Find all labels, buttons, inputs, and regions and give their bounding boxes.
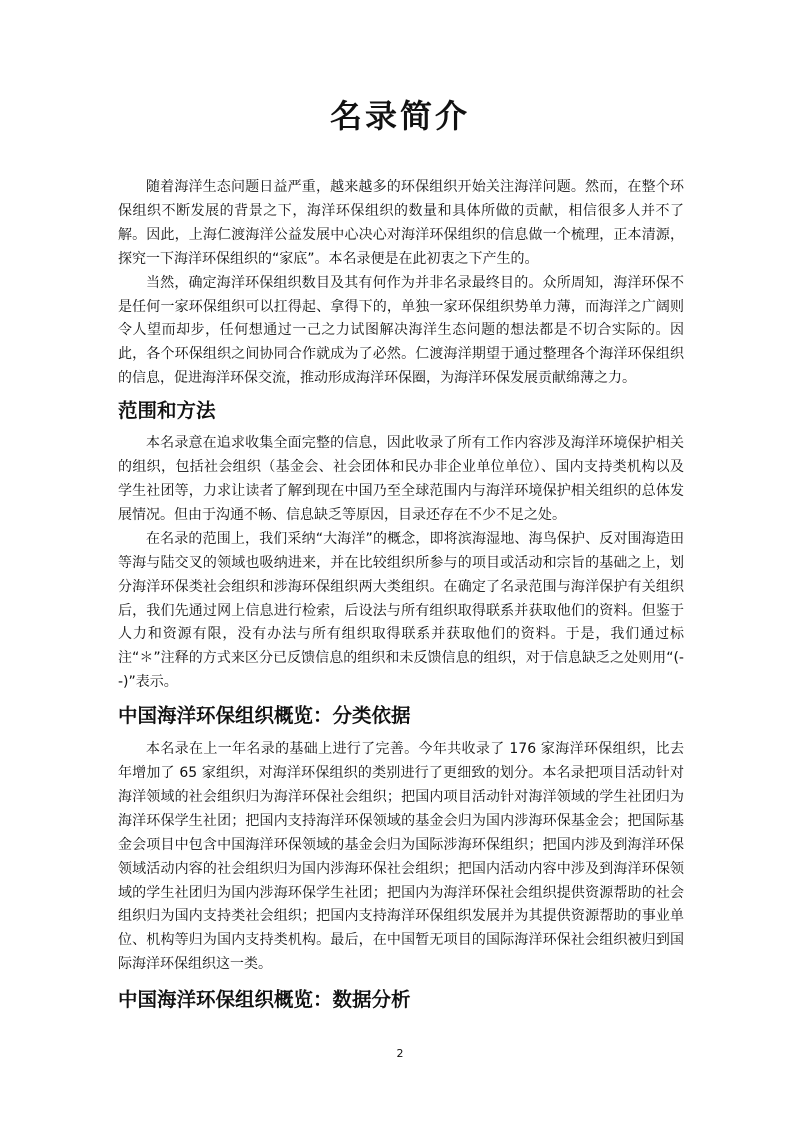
section-heading-scope: 范围和方法	[118, 399, 216, 423]
section-heading-analysis: 中国海洋环保组织概览：数据分析	[118, 988, 411, 1012]
intro-paragraph-2: 当然，确定海洋环保组织数目及其有何作为并非名录最终目的。众所周知，海洋环保不是任何一家环保组织可以扛得起、拿得下的，单独一家环保组织势单力薄，而海洋之广阔则令人望而却步，任何想通过一己之力试图解决海洋生态问题的想法都是不切合实际的。因此，各个环保组织之间协同合作就成为了必然。仁渡海洋期望于通过整理各个海洋环保组织的信息，促进海洋环保交流，推动形成海洋环保圈，为海洋环保发展贡献绵薄之力。	[118, 274, 684, 387]
document-body	[118, 176, 684, 1014]
section-heading-classification: 中国海洋环保组织概览：分类依据	[118, 704, 411, 728]
scope-paragraph-1: 本名录意在追求收集全面完整的信息，因此收录了所有工作内容涉及海洋环境保护相关的组织，包括社会组织（基金会、社会团体和民办非企业单位单位）、国内支持类机构以及学生社团等，力求让读者了解到现在中国乃至全球范围内与海洋环境保护相关组织的总体发展情况。但由于沟通不畅、信息缺乏等原因，目录还存在不少不足之处。	[118, 435, 684, 523]
page-title: 名录简介	[329, 97, 470, 135]
classification-paragraph-1: 本名录在上一年名录的基础上进行了完善。今年共收录了 176 家海洋环保组织，比去年增加了 65 家组织，对海洋环保组织的类别进行了更细致的划分。本名录把项目活动针对海洋领域的社会组织归为海洋环保社会组织；把国内项目活动针对海洋领域的学生社团归为海洋环保学生社团；把国内支持海洋环保领域的基金会归为国内涉海环保基金会；把国际基金会项目中包含中国海洋环保领域的基金会归为国际涉海环保组织；把国内涉及到海洋环保领域活动内容的社会组织归为国内涉海环保社会组织；把国内活动内容中涉及到海洋环保领域的学生社团归为国内涉海环保学生社团；把国内为海洋环保社会组织提供资源帮助的社会组织归为国内支持类社会组织；把国内支持海洋环保组织发展并为其提供资源帮助的事业单位、机构等归为国内支持类机构。最后，在中国暂无项目的国际海洋环保社会组织被归到国际海洋环保组织这一类。	[118, 741, 684, 973]
page-number: 2	[396, 1047, 404, 1060]
intro-paragraph-1: 随着海洋生态问题日益严重，越来越多的环保组织开始关注海洋问题。然而，在整个环保组织不断发展的背景之下，海洋环保组织的数量和具体所做的贡献，相信很多人并不了解。因此，上海仁渡海洋公益发展中心决心对海洋环保组织的信息做一个梳理，正本清源，探究一下海洋环保组织的“家底”。本名录便是在此初衷之下产生的。	[118, 179, 684, 267]
scope-paragraph-2: 在名录的范围上，我们采纳“大海洋”的概念，即将滨海湿地、海鸟保护、反对围海造田等海与陆交叉的领域也吸纳进来，并在比较组织所参与的项目或活动和宗旨的基础之上，划分海洋环保类社会组织和涉海环保组织两大类组织。在确定了名录范围与海洋保护有关组织后，我们先通过网上信息进行检索，后设法与所有组织取得联系并获取他们的资料。但鉴于人力和资源有限，没有办法与所有组织取得联系并获取他们的资料。于是，我们通过标注“＊”注释的方式来区分已反馈信息的组织和未反馈信息的组织，对于信息缺乏之处则用“(--)”表示。	[118, 530, 684, 691]
